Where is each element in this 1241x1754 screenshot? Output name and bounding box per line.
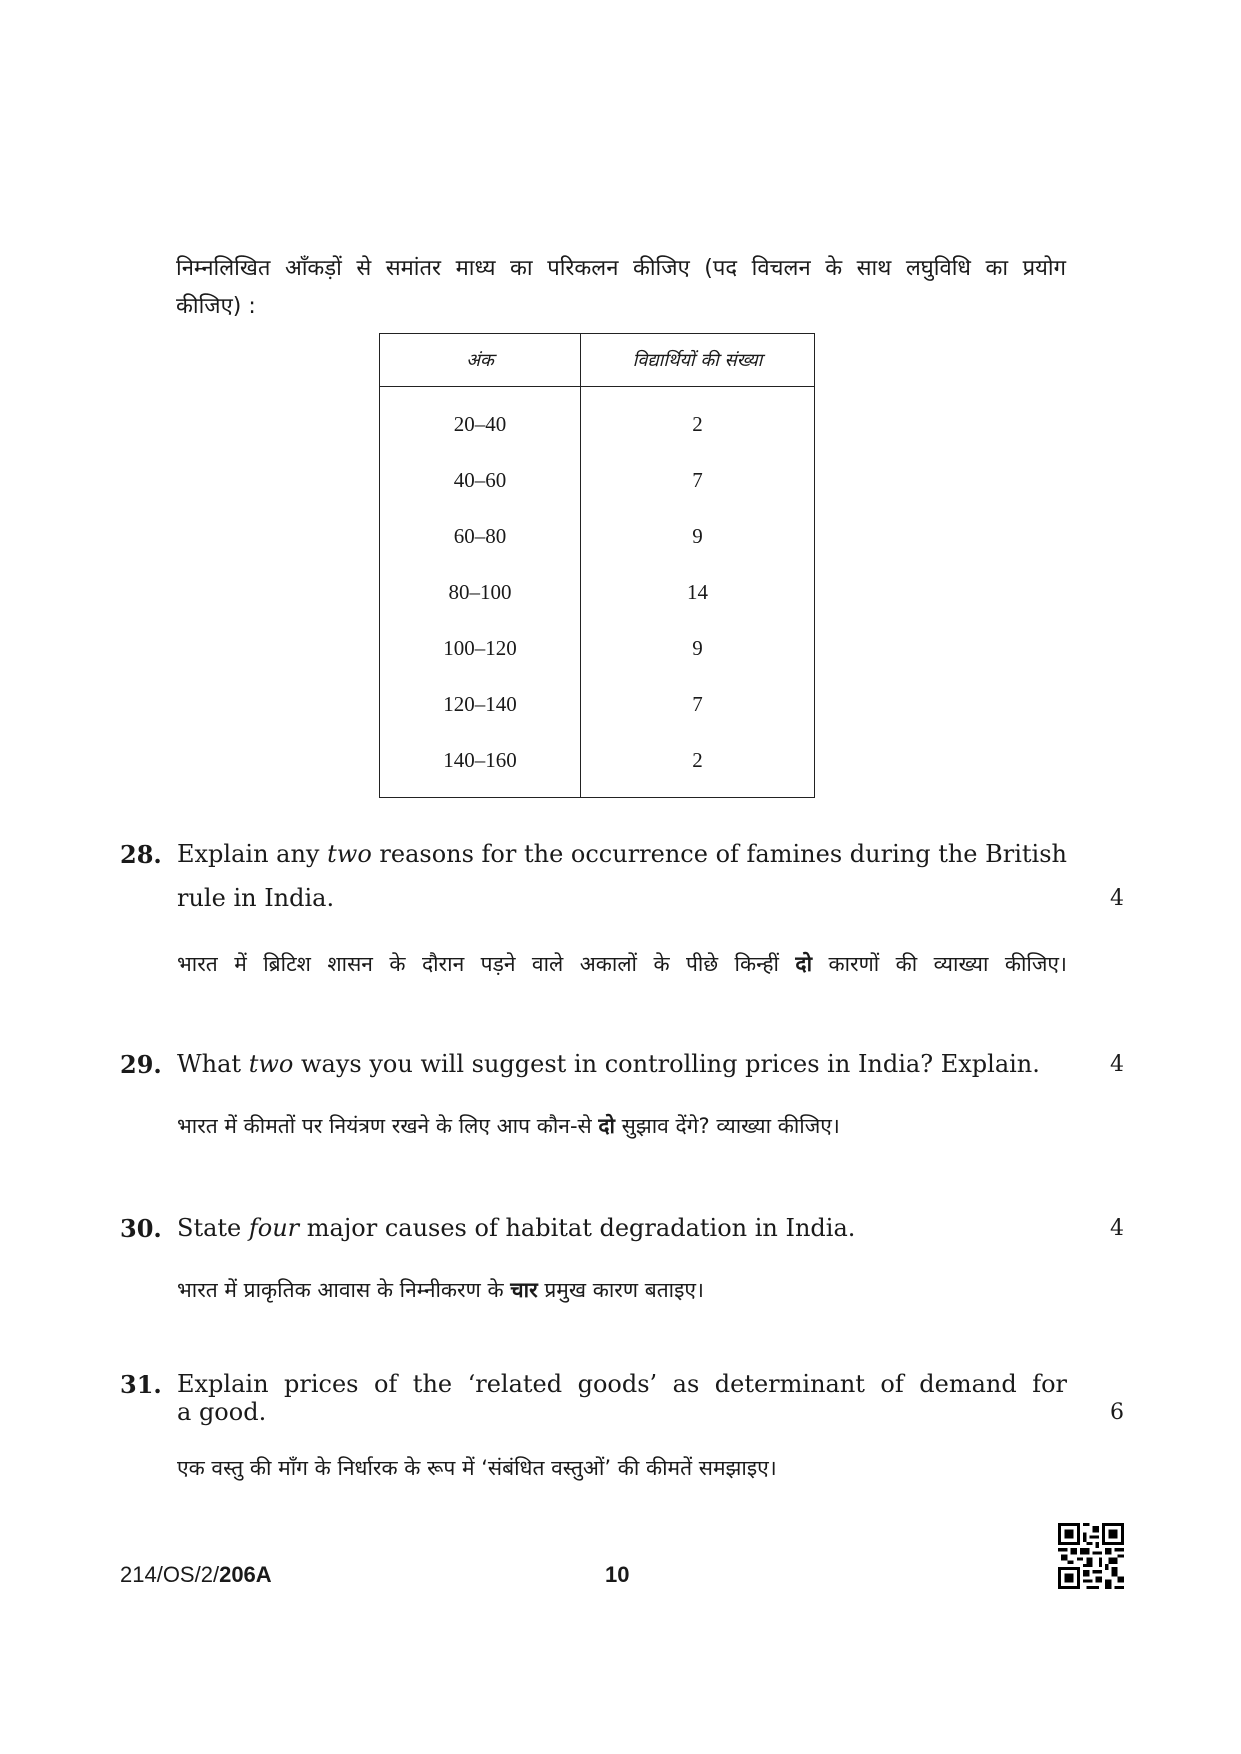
header-marks: अंक <box>380 334 581 387</box>
class-interval: 40–60 <box>380 452 581 508</box>
table-row <box>380 387 815 453</box>
intro-line-1: निम्नलिखित आँकड़ों से समांतर माध्य का परिकलन कीजिए (पद विचलन के साथ लघुविधि का प्रयोग <box>176 256 1066 281</box>
question-31-number: 31. <box>120 1370 162 1399</box>
question-29-number: 29. <box>120 1050 162 1079</box>
page-number: 10 <box>605 1562 630 1587</box>
frequency: 2 <box>692 411 703 436</box>
question-28-english-line-2: rule in India. <box>177 884 335 912</box>
question-31-hindi: एक वस्तु की माँग के निर्धारक के रूप में ‘संबंधित वस्तुओं’ की कीमतें समझाइए। <box>177 1456 777 1480</box>
class-interval: 20–40 <box>380 387 581 453</box>
question-30-marks: 4 <box>1110 1216 1124 1241</box>
frequency: 2 <box>692 747 703 772</box>
class-interval: 140–160 <box>380 732 581 798</box>
class-interval: 60–80 <box>380 508 581 564</box>
question-31-english-line-1: Explain prices of the ‘related goods’ as determinant of demand for <box>177 1370 1067 1398</box>
table-row <box>380 452 815 508</box>
paper-code: 214/OS/2/206A <box>120 1562 272 1587</box>
question-28-number: 28. <box>120 840 162 869</box>
table-row <box>380 732 815 798</box>
table-row <box>380 508 815 564</box>
question-30-english: State four major causes of habitat degradation in India. <box>177 1214 856 1242</box>
frequency: 9 <box>692 523 703 548</box>
frequency: 7 <box>692 691 703 716</box>
class-interval: 120–140 <box>380 676 581 732</box>
frequency: 9 <box>692 635 703 660</box>
intro-text <box>176 250 1066 326</box>
question-30-hindi: भारत में प्राकृतिक आवास के निम्नीकरण के चार प्रमुख कारण बताइए। <box>177 1278 705 1302</box>
qr-code-icon <box>1058 1523 1124 1589</box>
frequency: 14 <box>687 579 708 604</box>
question-31-english-line-2: a good. <box>177 1398 267 1426</box>
question-29-english: What two ways you will suggest in controlling prices in India? Explain. <box>177 1050 1040 1078</box>
question-28-marks: 4 <box>1110 886 1124 911</box>
intro-line-2: कीजिए) : <box>176 294 256 319</box>
class-interval: 80–100 <box>380 564 581 620</box>
question-30-number: 30. <box>120 1214 162 1243</box>
table-row <box>380 564 815 620</box>
question-31-marks: 6 <box>1110 1400 1124 1425</box>
table-header-row <box>380 334 815 387</box>
table-row <box>380 620 815 676</box>
frequency-table <box>379 333 815 798</box>
question-28-english-line-1: Explain any two reasons for the occurrence of famines during the British <box>177 840 1068 868</box>
header-students: विद्यार्थियों की संख्या <box>581 334 815 387</box>
frequency: 7 <box>692 467 703 492</box>
question-29-marks: 4 <box>1110 1052 1124 1077</box>
table-row <box>380 676 815 732</box>
question-28-hindi: भारत में ब्रिटिश शासन के दौरान पड़ने वाले अकालों के पीछे किन्हीं दो कारणों की व्याख्या कीजिए। <box>177 952 1067 976</box>
class-interval: 100–120 <box>380 620 581 676</box>
question-29-hindi: भारत में कीमतों पर नियंत्रण रखने के लिए आप कौन-से दो सुझाव देंगे? व्याख्या कीजिए। <box>177 1114 840 1138</box>
